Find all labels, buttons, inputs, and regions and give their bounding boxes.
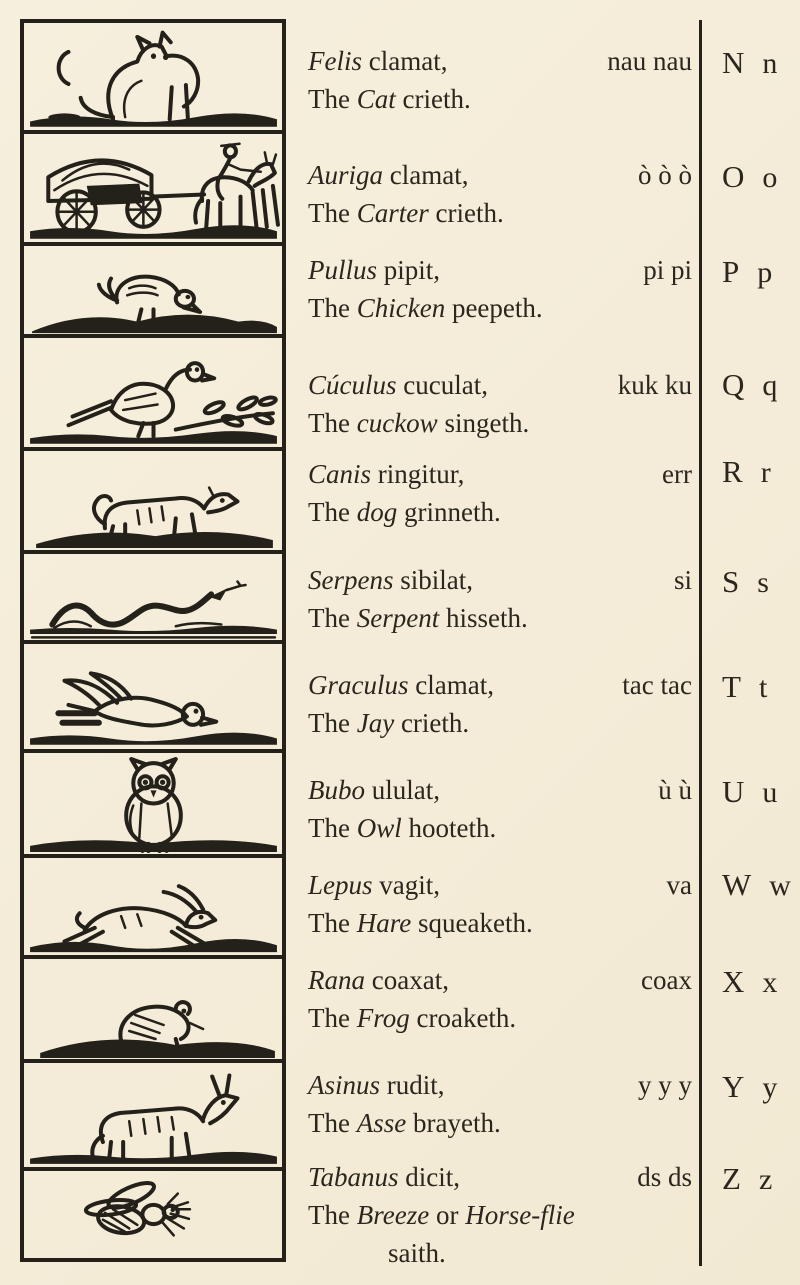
latin-line	[308, 1158, 692, 1196]
latin-animal-name: Rana	[308, 965, 365, 995]
lowercase-letter: t	[758, 671, 768, 704]
latin-line	[308, 42, 692, 80]
animal-sound: ù ù	[658, 775, 692, 805]
letter-pair	[722, 253, 794, 292]
latin-animal-name: Auriga	[308, 160, 384, 190]
entry-row	[308, 366, 692, 442]
entry-row	[308, 1066, 692, 1142]
english-line	[308, 999, 692, 1037]
uppercase-letter: U	[722, 774, 745, 809]
serpent-woodcut-illustration	[24, 554, 282, 640]
english-animal-name: Breeze	[356, 1200, 430, 1230]
latin-verb: rudit,	[386, 1070, 445, 1100]
english-animal-name: Frog	[356, 1003, 410, 1033]
english-line-continued: saith.	[388, 1238, 446, 1268]
panel-hare	[24, 858, 282, 959]
entry-row	[308, 42, 692, 118]
english-verb: brayeth.	[412, 1108, 501, 1138]
jay-woodcut-illustration	[24, 644, 282, 749]
latin-verb: dicit,	[405, 1162, 461, 1192]
english-verb: crieth.	[435, 198, 504, 228]
latin-verb: coaxat,	[371, 965, 449, 995]
letter-pair	[722, 44, 794, 83]
latin-animal-name: Bubo	[308, 775, 365, 805]
latin-line	[308, 251, 692, 289]
animal-sound: kuk ku	[617, 370, 692, 400]
latin-verb: ringitur,	[377, 459, 465, 489]
entry-row	[308, 455, 692, 531]
english-line	[308, 289, 692, 327]
panel-serpent	[24, 554, 282, 644]
latin-verb: cuculat,	[403, 370, 488, 400]
english-animal-name: cuckow	[356, 408, 438, 438]
letter-pair	[722, 1068, 794, 1107]
english-line	[308, 599, 692, 637]
latin-line	[308, 771, 692, 809]
panel-dog	[24, 451, 282, 554]
latin-line	[308, 1066, 692, 1104]
english-verb: peepeth.	[451, 293, 543, 323]
latin-animal-name: Asinus	[308, 1070, 381, 1100]
english-pre: The	[308, 1003, 350, 1033]
english-verb: hisseth.	[445, 603, 528, 633]
english-verb: singeth.	[444, 408, 530, 438]
english-verb: hooteth.	[408, 813, 497, 843]
lowercase-letter: o	[762, 161, 778, 194]
latin-animal-name: Pullus	[308, 255, 378, 285]
latin-verb: clamat,	[389, 160, 469, 190]
latin-animal-name: Lepus	[308, 870, 373, 900]
latin-line	[308, 961, 692, 999]
english-pre: The	[308, 84, 350, 114]
hare-woodcut-illustration	[24, 858, 282, 955]
frog-woodcut-illustration	[24, 959, 282, 1059]
latin-phrase	[308, 1158, 460, 1196]
english-line	[308, 404, 692, 442]
english-animal-name: dog	[356, 497, 398, 527]
english-verb: crieth.	[400, 708, 470, 738]
latin-animal-name: Canis	[308, 459, 372, 489]
entry-row	[308, 771, 692, 847]
animal-sound: err	[662, 459, 692, 489]
panel-cuckoo	[24, 338, 282, 451]
column-divider-rule	[699, 20, 702, 1266]
english-pre: The	[308, 198, 350, 228]
latin-animal-name: Cúculus	[308, 370, 397, 400]
latin-phrase	[308, 366, 488, 404]
english-pre: The	[308, 1200, 350, 1230]
letter-pair	[722, 563, 794, 602]
english-pre: The	[308, 603, 350, 633]
english-animal-name: Jay	[356, 708, 395, 738]
entry-row	[308, 561, 692, 637]
english-pre: The	[308, 1108, 350, 1138]
uppercase-letter: Q	[722, 367, 745, 402]
uppercase-letter: N	[722, 45, 745, 80]
english-pre: The	[308, 908, 350, 938]
letter-pair	[722, 963, 794, 1002]
english-pre: The	[308, 813, 350, 843]
english-pre: The	[308, 708, 350, 738]
latin-phrase	[308, 455, 464, 493]
animal-sound: si	[673, 565, 692, 595]
lowercase-letter: n	[762, 47, 778, 80]
lowercase-letter: z	[758, 1163, 773, 1196]
letter-pair	[722, 158, 794, 197]
english-pre: The	[308, 497, 350, 527]
english-line	[308, 194, 692, 232]
english-animal-name: Owl	[356, 813, 402, 843]
uppercase-letter: P	[722, 254, 740, 289]
panel-carter	[24, 134, 282, 246]
latin-verb: pipit,	[383, 255, 441, 285]
dog-woodcut-illustration	[24, 451, 282, 550]
animal-sound: coax	[641, 965, 692, 995]
latin-animal-name: Serpens	[308, 565, 394, 595]
panel-owl	[24, 753, 282, 858]
latin-line	[308, 156, 692, 194]
panel-cat	[24, 23, 282, 134]
letter-pair	[722, 1160, 794, 1199]
english-verb: grinneth.	[403, 497, 501, 527]
english-animal-name: Chicken	[356, 293, 446, 323]
cuckoo-woodcut-illustration	[24, 338, 282, 447]
latin-verb: clamat,	[368, 46, 448, 76]
panel-frog	[24, 959, 282, 1063]
lowercase-letter: s	[757, 566, 769, 599]
uppercase-letter: Z	[722, 1161, 741, 1196]
entry-row	[308, 666, 692, 742]
latin-line	[308, 455, 692, 493]
uppercase-letter: Y	[722, 1069, 745, 1104]
english-verb: croaketh.	[416, 1003, 517, 1033]
latin-animal-name: Graculus	[308, 670, 409, 700]
english-line	[308, 80, 692, 118]
english-pre: The	[308, 293, 350, 323]
latin-verb: clamat,	[415, 670, 494, 700]
picture-column	[20, 19, 286, 1262]
english-line	[308, 1196, 692, 1234]
latin-verb: vagit,	[379, 870, 441, 900]
latin-line	[308, 666, 692, 704]
lowercase-letter: w	[769, 869, 791, 902]
horse-fly-woodcut-illustration	[24, 1171, 282, 1258]
lowercase-letter: r	[760, 456, 771, 489]
latin-phrase	[308, 666, 494, 704]
latin-phrase	[308, 251, 440, 289]
letter-pair	[722, 453, 794, 492]
ass-woodcut-illustration	[24, 1063, 282, 1167]
letter-pair	[722, 668, 794, 707]
english-animal-name: Carter	[356, 198, 429, 228]
latin-phrase	[308, 866, 440, 904]
chicken-woodcut-illustration	[24, 246, 282, 334]
uppercase-letter: W	[722, 867, 752, 902]
latin-phrase	[308, 156, 468, 194]
latin-phrase	[308, 771, 440, 809]
animal-sound: pi pi	[643, 255, 692, 285]
english-animal-name-2: Horse-flie	[465, 1200, 575, 1230]
latin-animal-name: Felis	[308, 46, 362, 76]
entry-row	[308, 866, 692, 942]
animal-sound: ds ds	[637, 1162, 692, 1192]
english-verb: squeaketh.	[417, 908, 533, 938]
latin-verb: ululat,	[371, 775, 440, 805]
letter-pair	[722, 866, 794, 905]
panel-horse-fly	[24, 1171, 282, 1258]
latin-phrase	[308, 961, 449, 999]
letter-pair	[722, 773, 794, 812]
latin-phrase	[308, 561, 473, 599]
english-line	[308, 809, 692, 847]
animal-sound: va	[666, 870, 692, 900]
animal-sound: tac tac	[622, 670, 692, 700]
latin-line	[308, 561, 692, 599]
carter-wagon-woodcut-illustration	[24, 134, 282, 242]
lowercase-letter: u	[762, 776, 778, 809]
cat-woodcut-illustration	[24, 23, 282, 130]
uppercase-letter: S	[722, 564, 740, 599]
entry-row	[308, 961, 692, 1037]
panel-ass	[24, 1063, 282, 1171]
english-animal-name: Hare	[356, 908, 412, 938]
animal-sound: nau nau	[607, 46, 692, 76]
latin-animal-name: Tabanus	[308, 1162, 399, 1192]
animal-sound: y y y	[638, 1070, 692, 1100]
uppercase-letter: X	[722, 964, 745, 999]
lowercase-letter: y	[762, 1071, 778, 1104]
panel-chicken	[24, 246, 282, 338]
english-animal-name: Cat	[356, 84, 396, 114]
latin-phrase	[308, 1066, 445, 1104]
uppercase-letter: T	[722, 669, 741, 704]
entry-row	[308, 1158, 692, 1272]
uppercase-letter: R	[722, 454, 743, 489]
letter-pair	[722, 366, 794, 405]
latin-line	[308, 366, 692, 404]
lowercase-letter: q	[762, 369, 778, 402]
english-line	[308, 704, 692, 742]
latin-verb: sibilat,	[400, 565, 473, 595]
entry-row	[308, 156, 692, 232]
english-pre: The	[308, 408, 350, 438]
latin-line	[308, 866, 692, 904]
english-animal-name: Serpent	[356, 603, 440, 633]
english-line	[308, 493, 692, 531]
english-verb: crieth.	[402, 84, 471, 114]
entry-row	[308, 251, 692, 327]
english-mid: or	[435, 1200, 459, 1230]
owl-woodcut-illustration	[24, 753, 282, 854]
lowercase-letter: p	[757, 256, 773, 289]
english-line	[308, 1104, 692, 1142]
lowercase-letter: x	[762, 966, 778, 999]
english-line	[308, 904, 692, 942]
animal-sound: ò ò ò	[638, 160, 692, 190]
panel-jay	[24, 644, 282, 753]
latin-phrase	[308, 42, 447, 80]
english-animal-name: Asse	[356, 1108, 407, 1138]
uppercase-letter: O	[722, 159, 745, 194]
